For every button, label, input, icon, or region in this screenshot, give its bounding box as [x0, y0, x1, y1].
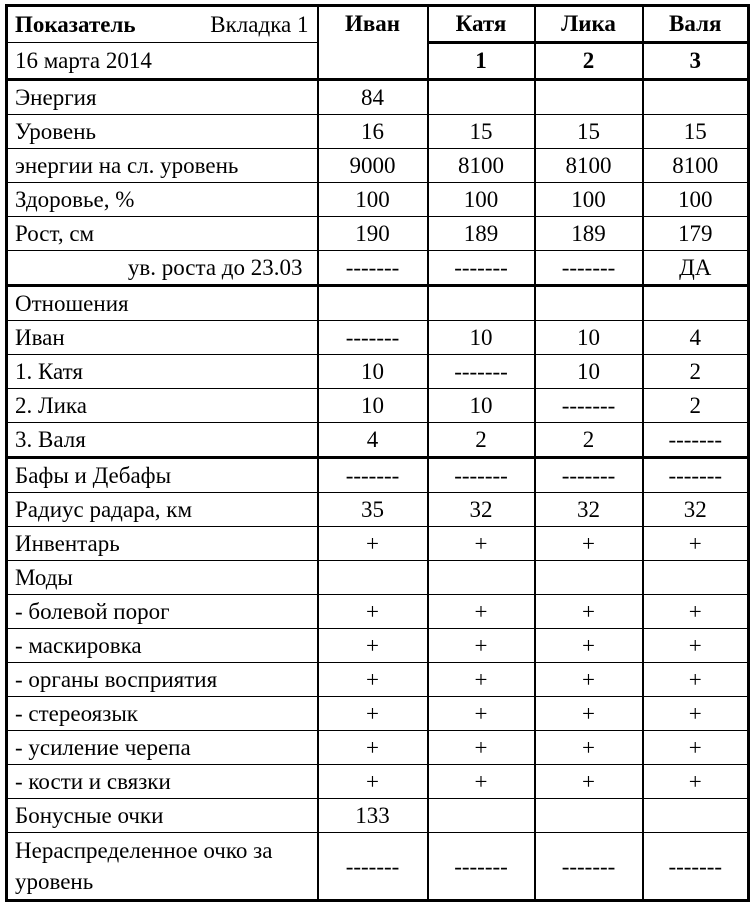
row-label: - кости и связки	[7, 765, 318, 799]
cell-ivan: 4	[318, 423, 428, 458]
tab-label: Вкладка 1	[210, 11, 309, 37]
cell-ivan: -------	[318, 321, 428, 355]
cell-ivan: +	[318, 731, 428, 765]
cell-lika: +	[535, 595, 643, 629]
row-label: Нераспределенное очко за уровень	[7, 833, 318, 901]
row-label: - органы восприятия	[7, 663, 318, 697]
row-mod-stereotongue	[7, 697, 749, 731]
cell-lika: -------	[535, 833, 643, 901]
cell-lika: 189	[535, 217, 643, 251]
date-cell: 16 марта 2014	[7, 43, 318, 80]
row-relation-ivan	[7, 321, 749, 355]
cell-ivan: 10	[318, 389, 428, 423]
cell-ivan: 84	[318, 80, 428, 115]
cell-ivan: 16	[318, 115, 428, 149]
cell-lika: +	[535, 697, 643, 731]
cell-katya: 189	[428, 217, 535, 251]
cell-ivan: -------	[318, 458, 428, 493]
cell-valya: 100	[643, 183, 749, 217]
cell-valya: 2	[643, 389, 749, 423]
cell-lika: +	[535, 663, 643, 697]
cell-ivan: +	[318, 629, 428, 663]
cell-lika: +	[535, 731, 643, 765]
cell-lika: 100	[535, 183, 643, 217]
row-bonus-points	[7, 799, 749, 833]
cell-katya: 2	[428, 423, 535, 458]
cell-ivan: 10	[318, 355, 428, 389]
cell-ivan: +	[318, 527, 428, 561]
cell-katya: 10	[428, 321, 535, 355]
row-label: - болевой порог	[7, 595, 318, 629]
row-radar-radius	[7, 493, 749, 527]
cell-valya: ДА	[643, 251, 749, 286]
cell-ivan: +	[318, 697, 428, 731]
cell-ivan	[318, 286, 428, 321]
cell-lika: 8100	[535, 149, 643, 183]
row-mod-skull	[7, 731, 749, 765]
section-label-mods: Моды	[7, 561, 318, 595]
cell-valya	[643, 80, 749, 115]
cell-lika: +	[535, 527, 643, 561]
row-relation-lika	[7, 389, 749, 423]
row-inventory	[7, 527, 749, 561]
column-header-ivan: Иван	[318, 6, 428, 80]
cell-lika	[535, 561, 643, 595]
column-header-lika: Лика	[535, 6, 643, 43]
cell-katya: 32	[428, 493, 535, 527]
cell-ivan: 35	[318, 493, 428, 527]
cell-lika	[535, 286, 643, 321]
stats-table	[5, 4, 750, 902]
row-level	[7, 115, 749, 149]
cell-katya: 10	[428, 389, 535, 423]
row-label: Бонусные очки	[7, 799, 318, 833]
row-label: - усиление черепа	[7, 731, 318, 765]
cell-lika: 10	[535, 321, 643, 355]
row-label: - маскировка	[7, 629, 318, 663]
row-mods-header	[7, 561, 749, 595]
cell-ivan: 9000	[318, 149, 428, 183]
row-relation-valya	[7, 423, 749, 458]
cell-katya: 100	[428, 183, 535, 217]
cell-valya: 2	[643, 355, 749, 389]
row-label: ув. роста до 23.03	[7, 251, 318, 286]
row-label: - стереоязык	[7, 697, 318, 731]
cell-lika: +	[535, 629, 643, 663]
cell-lika: -------	[535, 251, 643, 286]
row-label: Иван	[7, 321, 318, 355]
cell-katya	[428, 286, 535, 321]
cell-katya: -------	[428, 833, 535, 901]
row-relations-header	[7, 286, 749, 321]
row-height-increase	[7, 251, 749, 286]
cell-katya: +	[428, 765, 535, 799]
cell-katya: +	[428, 595, 535, 629]
cell-lika: +	[535, 765, 643, 799]
cell-valya: +	[643, 663, 749, 697]
cell-katya: -------	[428, 355, 535, 389]
cell-katya: +	[428, 629, 535, 663]
cell-lika: 15	[535, 115, 643, 149]
cell-ivan: -------	[318, 833, 428, 901]
row-label: 1. Катя	[7, 355, 318, 389]
cell-ivan: +	[318, 663, 428, 697]
cell-valya	[643, 799, 749, 833]
cell-lika	[535, 80, 643, 115]
cell-katya: 15	[428, 115, 535, 149]
indicator-header: Показатель	[15, 11, 136, 37]
cell-ivan: 100	[318, 183, 428, 217]
cell-ivan	[318, 561, 428, 595]
cell-valya: 15	[643, 115, 749, 149]
cell-lika: -------	[535, 389, 643, 423]
cell-valya: +	[643, 629, 749, 663]
cell-valya: +	[643, 765, 749, 799]
cell-valya: +	[643, 595, 749, 629]
cell-lika: 32	[535, 493, 643, 527]
cell-katya: -------	[428, 251, 535, 286]
row-energy-next-level	[7, 149, 749, 183]
row-health	[7, 183, 749, 217]
row-unallocated-point	[7, 833, 749, 901]
row-label: 2. Лика	[7, 389, 318, 423]
column-number-valya: 3	[643, 43, 749, 80]
row-mod-camouflage	[7, 629, 749, 663]
cell-valya: -------	[643, 833, 749, 901]
cell-ivan: +	[318, 765, 428, 799]
section-label-relations: Отношения	[7, 286, 318, 321]
cell-valya: 8100	[643, 149, 749, 183]
cell-katya: +	[428, 527, 535, 561]
cell-ivan: +	[318, 595, 428, 629]
cell-lika	[535, 799, 643, 833]
cell-valya: -------	[643, 458, 749, 493]
cell-katya: +	[428, 697, 535, 731]
row-mod-pain-threshold	[7, 595, 749, 629]
row-label: Уровень	[7, 115, 318, 149]
column-header-katya: Катя	[428, 6, 535, 43]
row-mod-bones	[7, 765, 749, 799]
cell-valya: 4	[643, 321, 749, 355]
row-label: Рост, см	[7, 217, 318, 251]
row-label: Энергия	[7, 80, 318, 115]
header-title-cell	[7, 6, 318, 43]
cell-valya: +	[643, 731, 749, 765]
cell-katya: 8100	[428, 149, 535, 183]
row-label: 3. Валя	[7, 423, 318, 458]
cell-valya: 179	[643, 217, 749, 251]
cell-valya	[643, 286, 749, 321]
cell-ivan: 190	[318, 217, 428, 251]
cell-katya	[428, 799, 535, 833]
cell-katya	[428, 80, 535, 115]
row-label: энергии на сл. уровень	[7, 149, 318, 183]
cell-lika: 10	[535, 355, 643, 389]
row-label: Бафы и Дебафы	[7, 458, 318, 493]
column-number-lika: 2	[535, 43, 643, 80]
cell-valya: 32	[643, 493, 749, 527]
cell-katya: -------	[428, 458, 535, 493]
cell-lika: -------	[535, 458, 643, 493]
row-label: Радиус радара, км	[7, 493, 318, 527]
cell-valya: -------	[643, 423, 749, 458]
cell-ivan: 133	[318, 799, 428, 833]
column-number-katya: 1	[428, 43, 535, 80]
header-row-names	[7, 6, 749, 43]
row-label: Здоровье, %	[7, 183, 318, 217]
cell-katya: +	[428, 663, 535, 697]
cell-valya	[643, 561, 749, 595]
row-buffs	[7, 458, 749, 493]
cell-lika: 2	[535, 423, 643, 458]
row-energy	[7, 80, 749, 115]
cell-valya: +	[643, 697, 749, 731]
column-header-valya: Валя	[643, 6, 749, 43]
row-label: Инвентарь	[7, 527, 318, 561]
cell-katya	[428, 561, 535, 595]
cell-katya: +	[428, 731, 535, 765]
row-height	[7, 217, 749, 251]
cell-ivan: -------	[318, 251, 428, 286]
row-relation-katya	[7, 355, 749, 389]
row-mod-perception	[7, 663, 749, 697]
cell-valya: +	[643, 527, 749, 561]
